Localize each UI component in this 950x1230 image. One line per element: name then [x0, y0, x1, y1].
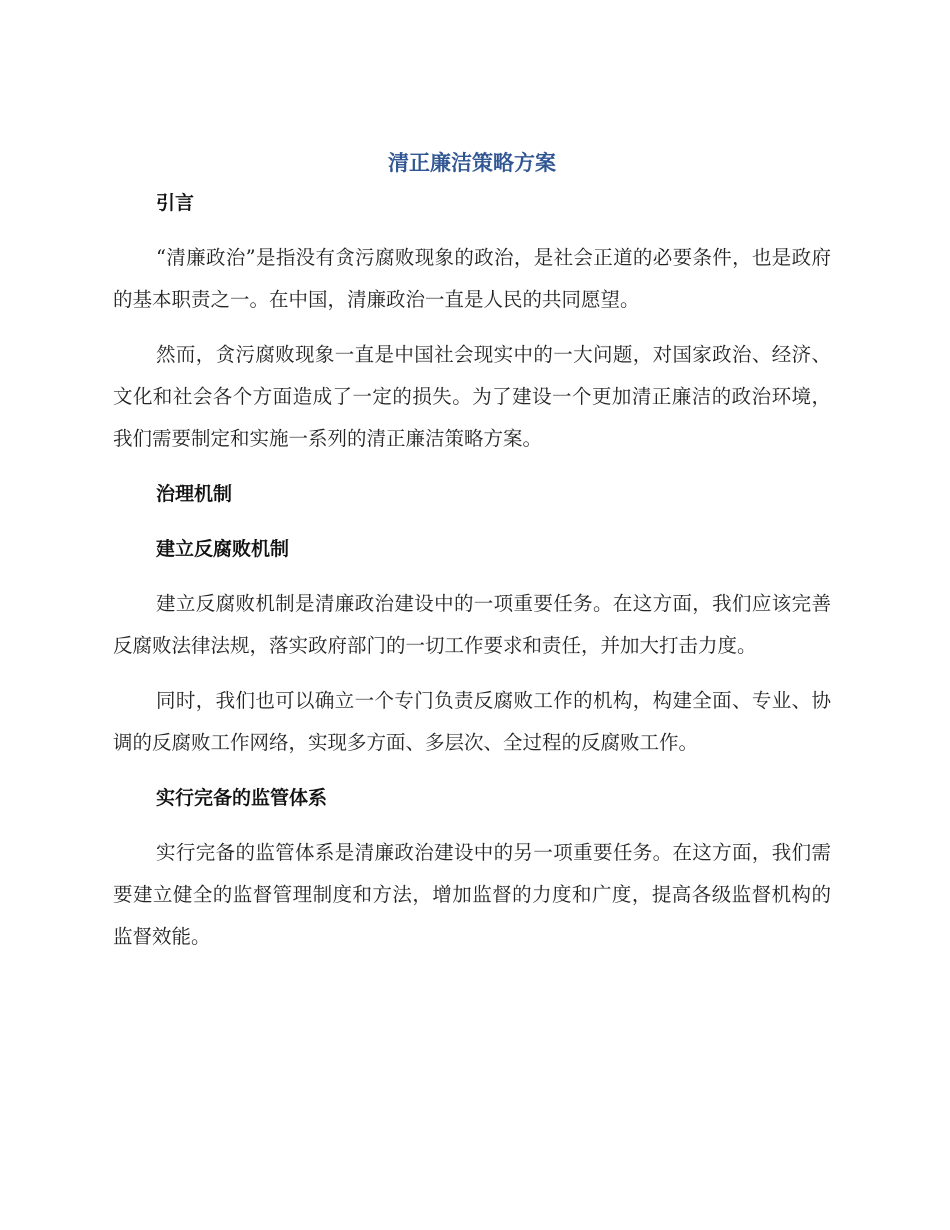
- paragraph-intro-2: 然而，贪污腐败现象一直是中国社会现实中的一大问题，对国家政治、经济、文化和社会各个方面造成了一定的损失。为了建设一个更加清正廉洁的政治环境，我们需要制定和实施一系列的清正廉洁策略方案。: [113, 343, 831, 450]
- section-heading-anticorruption: 建立反腐败机制: [156, 538, 290, 560]
- paragraph-anticorruption-1: 建立反腐败机制是清廉政治建设中的一项重要任务。在这方面，我们应该完善反腐败法律法规，落实政府部门的一切工作要求和责任，并加大打击力度。: [113, 592, 831, 657]
- document-body: [113, 145, 831, 958]
- paragraph-supervision-1: 实行完备的监管体系是清廉政治建设中的另一项重要任务。在这方面，我们需要建立健全的监督管理制度和方法，增加监督的力度和广度，提高各级监督机构的监督效能。: [113, 841, 831, 948]
- paragraph-intro-1: “清廉政治”是指没有贪污腐败现象的政治，是社会正道的必要条件，也是政府的基本职责之一。在中国，清廉政治一直是人民的共同愿望。: [113, 246, 831, 311]
- paragraph-anticorruption-2: 同时，我们也可以确立一个专门负责反腐败工作的机构，构建全面、专业、协调的反腐败工作网络，实现多方面、多层次、全过程的反腐败工作。: [113, 689, 831, 754]
- section-heading-supervision: 实行完备的监管体系: [156, 787, 328, 809]
- section-heading-intro: 引言: [156, 192, 195, 214]
- section-heading-governance: 治理机制: [156, 483, 233, 505]
- page-title: 清正廉洁策略方案: [388, 151, 556, 175]
